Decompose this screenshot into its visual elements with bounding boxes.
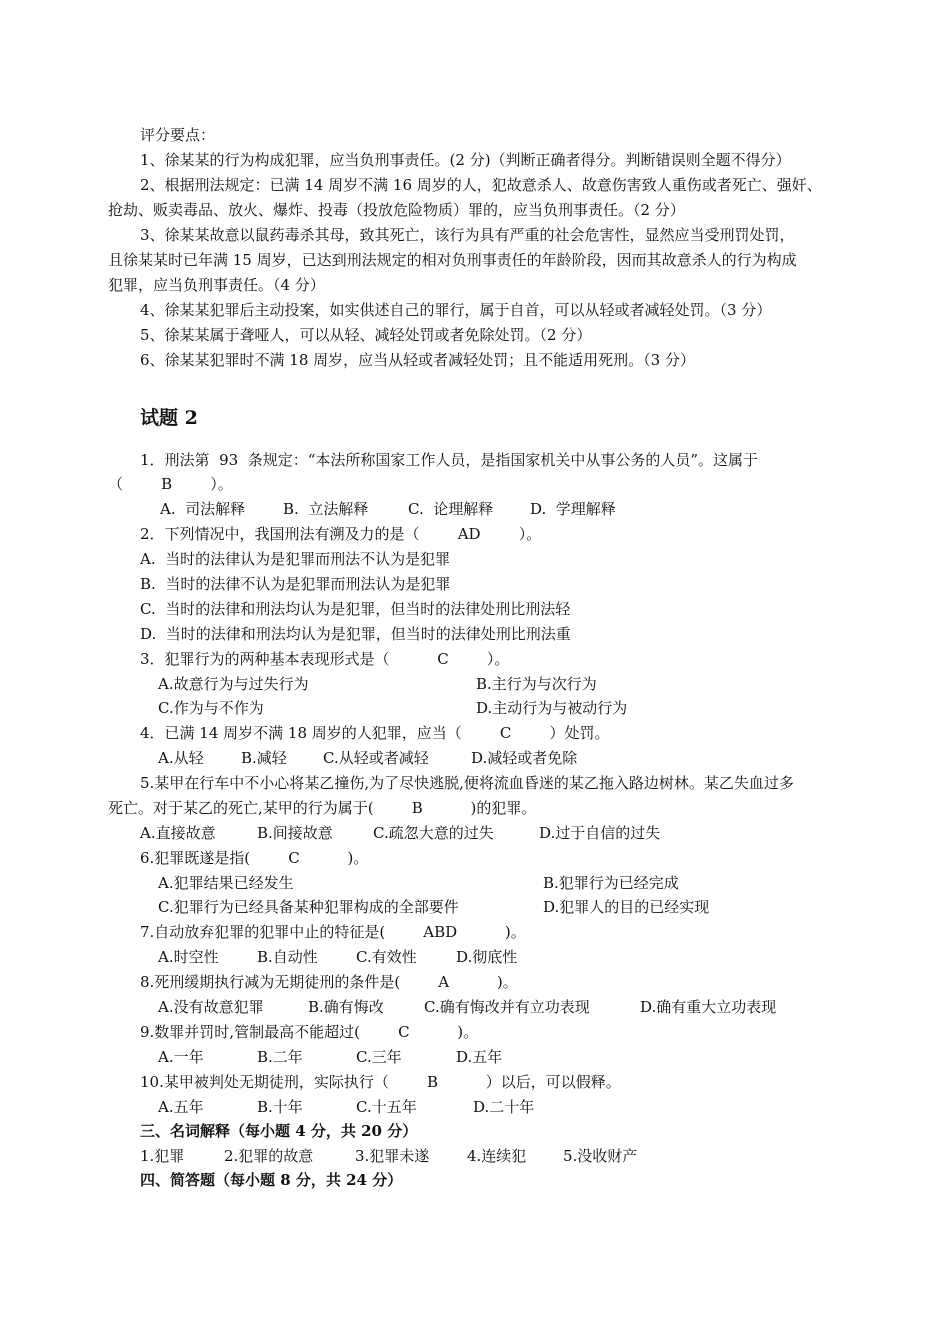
- question-stem: 7.自动放弃犯罪的犯罪中止的特征是( ABD )。: [140, 923, 526, 941]
- option: D.确有重大立功表现: [640, 998, 777, 1016]
- question-stem: 5.某甲在行车中不小心将某乙撞伤,为了尽快逃脱,便将流血昏迷的某乙拖入路边树林。某乙失血过多: [140, 774, 794, 792]
- section-title: 试题 2: [140, 407, 198, 429]
- option: D.主动行为与被动行为: [476, 699, 628, 717]
- scoring-point: 且徐某某时已年满 15 周岁，已达到刑法规定的相对负刑事责任的年龄阶段，因而其故意杀人的行为构成: [108, 251, 797, 269]
- option: A.故意行为与过失行为: [158, 675, 309, 693]
- scoring-point: 6、徐某某犯罪时不满 18 周岁，应当从轻或者减轻处罚；且不能适用死刑。（3 分）: [140, 351, 695, 369]
- option: B. 当时的法律不认为是犯罪而刑法认为是犯罪: [140, 575, 451, 593]
- option: C. 论理解释: [408, 500, 494, 518]
- option: D.减轻或者免除: [471, 749, 578, 767]
- option: C.作为与不作为: [158, 699, 264, 717]
- scoring-point: 5、徐某某属于聋哑人，可以从轻、减轻处罚或者免除处罚。（2 分）: [140, 326, 592, 344]
- scoring-title: 评分要点：: [140, 126, 216, 144]
- option: B. 立法解释: [283, 500, 369, 518]
- option: C.三年: [356, 1048, 402, 1066]
- option: B.间接故意: [257, 824, 333, 842]
- question-stem: 死亡。对于某乙的死亡,某甲的行为属于( B )的犯罪。: [108, 799, 537, 817]
- question-stem: 2．下列情况中，我国刑法有溯及力的是（ AD ）。: [140, 525, 542, 543]
- part-heading: 三、名词解释（每小题 4 分，共 20 分）: [140, 1122, 418, 1140]
- option: A.一年: [158, 1048, 204, 1066]
- option: D.彻底性: [456, 948, 518, 966]
- scoring-point: 2、根据刑法规定：已满 14 周岁不满 16 周岁的人，犯故意杀人、故意伤害致人重伤或者死亡、强奸、: [140, 176, 822, 194]
- question-stem: 1．刑法第 93 条规定：“本法所称国家工作人员，是指国家机关中从事公务的人员”。这属于: [140, 451, 759, 469]
- option: B.确有悔改: [308, 998, 384, 1016]
- option: C.犯罪行为已经具备某种犯罪构成的全部要件: [158, 898, 459, 916]
- option: C.从轻或者减轻: [323, 749, 429, 767]
- option: D.犯罪人的目的已经实现: [543, 898, 710, 916]
- question-stem: 4．已满 14 周岁不满 18 周岁的人犯罪，应当（ C ）处罚。: [140, 724, 610, 742]
- question-stem: （ B ）。: [108, 475, 233, 493]
- option: B.十年: [257, 1098, 303, 1116]
- term-item: 1.犯罪: [140, 1147, 185, 1165]
- option: A.五年: [158, 1098, 204, 1116]
- scoring-point: 抢劫、贩卖毒品、放火、爆炸、投毒（投放危险物质）罪的，应当负刑事责任。（2 分）: [108, 201, 685, 219]
- term-item: 3.犯罪未遂: [355, 1147, 430, 1165]
- part-heading: 四、简答题（每小题 8 分，共 24 分）: [140, 1171, 403, 1189]
- option: A.直接故意: [140, 824, 216, 842]
- option: C.有效性: [356, 948, 417, 966]
- question-stem: 10.某甲被判处无期徒刑，实际执行（ B ）以后，可以假释。: [140, 1073, 621, 1091]
- term-item: 4.连续犯: [467, 1147, 527, 1165]
- option: D.二十年: [473, 1098, 535, 1116]
- scoring-point: 3、徐某某故意以鼠药毒杀其母，致其死亡，该行为具有严重的社会危害性，显然应当受刑罚处罚，: [140, 226, 795, 244]
- scoring-point: 犯罪，应当负刑事责任。（4 分）: [108, 276, 325, 294]
- option: C.疏忽大意的过失: [373, 824, 494, 842]
- option: D.过于自信的过失: [539, 824, 661, 842]
- option: C.十五年: [356, 1098, 417, 1116]
- option: A.没有故意犯罪: [158, 998, 264, 1016]
- option: D. 当时的法律和刑法均认为是犯罪，但当时的法律处刑比刑法重: [140, 625, 571, 643]
- term-item: 2.犯罪的故意: [224, 1147, 314, 1165]
- option: D. 学理解释: [530, 500, 616, 518]
- option: B.犯罪行为已经完成: [543, 874, 679, 892]
- question-stem: 6.犯罪既遂是指( C )。: [140, 849, 369, 867]
- option: D.五年: [456, 1048, 503, 1066]
- option: B.减轻: [241, 749, 287, 767]
- option: A. 当时的法律认为是犯罪而刑法不认为是犯罪: [140, 550, 451, 568]
- option: A.时空性: [158, 948, 219, 966]
- option: B.自动性: [257, 948, 318, 966]
- option: A.犯罪结果已经发生: [158, 874, 294, 892]
- option: C. 当时的法律和刑法均认为是犯罪，但当时的法律处刑比刑法轻: [140, 600, 571, 618]
- option: B.二年: [257, 1048, 303, 1066]
- option: B.主行为与次行为: [476, 675, 597, 693]
- option: C.确有悔改并有立功表现: [424, 998, 590, 1016]
- option: A. 司法解释: [160, 500, 246, 518]
- question-stem: 9.数罪并罚时,管制最高不能超过( C )。: [140, 1023, 479, 1041]
- scoring-point: 4、徐某某犯罪后主动投案，如实供述自己的罪行，属于自首，可以从轻或者减轻处罚。（3 分）: [140, 301, 772, 319]
- term-item: 5.没收财产: [563, 1147, 638, 1165]
- question-stem: 8.死刑缓期执行减为无期徒刑的条件是( A )。: [140, 973, 518, 991]
- scoring-point: 1、徐某某的行为构成犯罪，应当负刑事责任。(2 分)（判断正确者得分。判断错误则全题不得分）: [140, 151, 791, 169]
- question-stem: 3．犯罪行为的两种基本表现形式是（ C ）。: [140, 650, 510, 668]
- option: A.从轻: [158, 749, 204, 767]
